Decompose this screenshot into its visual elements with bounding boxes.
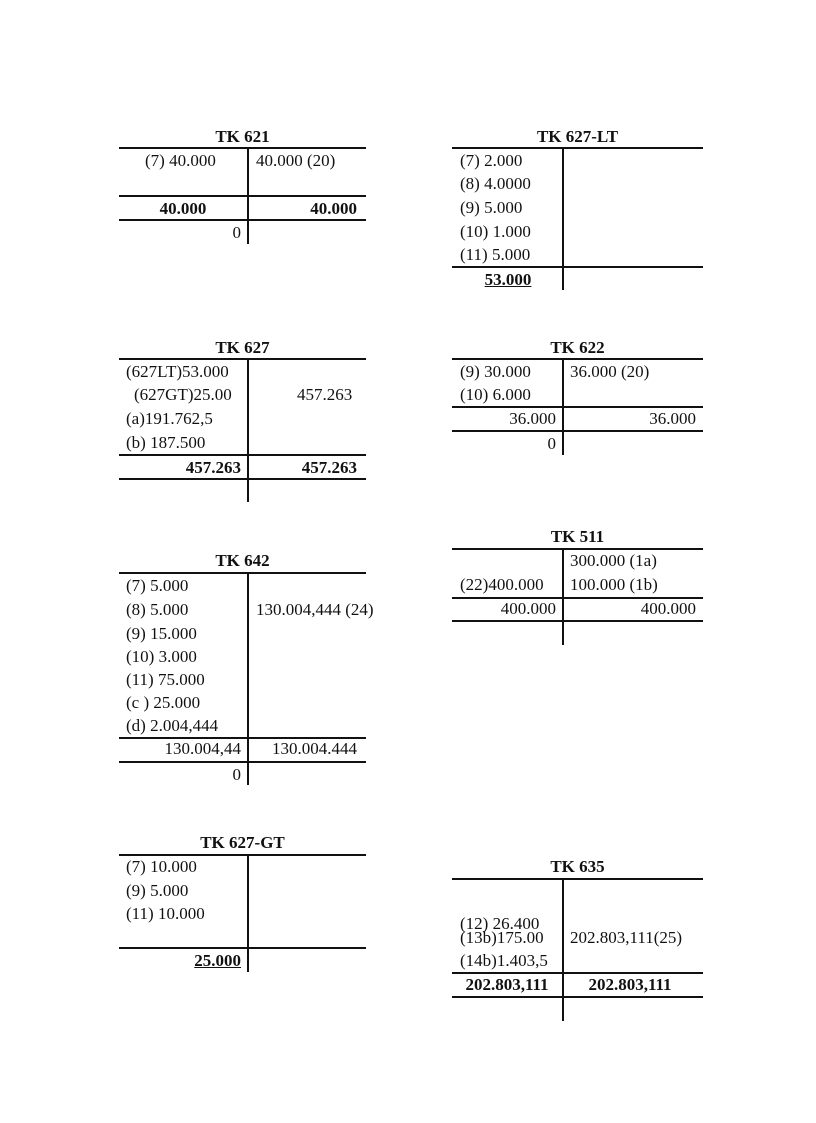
balance-line bbox=[119, 478, 366, 480]
debit-entry: (10) 1.000 bbox=[460, 222, 531, 241]
total-line bbox=[119, 947, 366, 949]
header-line bbox=[119, 358, 366, 360]
account-tk627 bbox=[119, 338, 366, 504]
account-tk622 bbox=[452, 338, 703, 458]
debit-entry: (7) 40.000 bbox=[145, 151, 216, 170]
debit-entry: (7) 5.000 bbox=[126, 576, 189, 595]
debit-entry: (8) 4.0000 bbox=[460, 174, 531, 193]
debit-entry: (11) 10.000 bbox=[126, 904, 205, 923]
header-line bbox=[119, 572, 366, 574]
total-line bbox=[119, 195, 366, 197]
divider-line bbox=[562, 879, 564, 1021]
credit-total: 40.000 bbox=[310, 199, 357, 218]
credit-total: 457.263 bbox=[301, 458, 357, 477]
debit-entry: (10) 3.000 bbox=[126, 647, 197, 666]
header-line bbox=[452, 358, 703, 360]
total-line bbox=[452, 406, 703, 408]
account-tk642 bbox=[119, 551, 399, 787]
account-tk627-lt bbox=[452, 127, 703, 293]
debit-entry: (10) 6.000 bbox=[460, 385, 531, 404]
debit-entry: (7) 10.000 bbox=[126, 857, 197, 876]
debit-entry: (9) 15.000 bbox=[126, 624, 197, 643]
divider-line bbox=[562, 148, 564, 290]
debit-balance: 0 bbox=[232, 223, 241, 242]
header-line bbox=[452, 548, 703, 550]
account-title: TK 627-GT bbox=[200, 833, 285, 852]
credit-entry: 36.000 (20) bbox=[570, 362, 650, 381]
balance-line bbox=[119, 219, 366, 221]
debit-total: 40.000 bbox=[159, 199, 207, 218]
debit-entry: (627LT)53.000 bbox=[126, 362, 229, 381]
debit-balance: 0 bbox=[232, 765, 241, 784]
debit-entry: (22)400.000 bbox=[460, 575, 544, 594]
header-line bbox=[452, 878, 703, 880]
account-tk511 bbox=[452, 527, 703, 647]
balance-line bbox=[452, 620, 703, 622]
credit-total: 36.000 bbox=[649, 409, 696, 428]
debit-entry: (12) 26.400 bbox=[460, 914, 540, 933]
account-tk621 bbox=[119, 127, 366, 247]
credit-entry: 40.000 (20) bbox=[256, 151, 336, 170]
debit-entry: (9) 5.000 bbox=[460, 198, 523, 217]
debit-entry: (9) 30.000 bbox=[460, 362, 531, 381]
account-title: TK 635 bbox=[550, 857, 605, 876]
debit-total: 457.263 bbox=[185, 458, 241, 477]
debit-entry: (14b)1.403,5 bbox=[460, 951, 548, 970]
debit-entry: (d) 2.004,444 bbox=[126, 716, 219, 735]
total-line bbox=[452, 266, 703, 268]
debit-total: 400.000 bbox=[500, 599, 556, 618]
header-line bbox=[119, 854, 366, 856]
debit-entry: (c ) 25.000 bbox=[126, 693, 201, 712]
divider-line bbox=[247, 359, 249, 502]
debit-balance: 0 bbox=[547, 434, 556, 453]
credit-entry: 100.000 (1b) bbox=[570, 575, 658, 594]
account-title: TK 511 bbox=[550, 527, 605, 546]
account-title: TK 627-LT bbox=[536, 127, 619, 146]
credit-total: 130.004.444 bbox=[272, 739, 357, 758]
credit-entry: 457.263 bbox=[297, 385, 353, 404]
balance-line bbox=[119, 761, 366, 763]
debit-total: 202.803,111 bbox=[465, 975, 549, 994]
debit-entry: (9) 5.000 bbox=[126, 881, 189, 900]
debit-total: 36.000 bbox=[509, 409, 556, 428]
credit-entry: 300.000 (1a) bbox=[570, 551, 657, 570]
account-tk627-gt bbox=[119, 833, 366, 975]
debit-entry: (a)191.762,5 bbox=[126, 409, 213, 428]
credit-total: 202.803,111 bbox=[588, 975, 672, 994]
debit-entry: (11) 75.000 bbox=[126, 670, 205, 689]
divider-line bbox=[247, 855, 249, 972]
credit-entry: 202.803,111(25) bbox=[570, 928, 683, 947]
account-title: TK 621 bbox=[215, 127, 270, 146]
debit-total: 53.000 bbox=[484, 270, 532, 289]
debit-total: 25.000 bbox=[194, 951, 241, 970]
total-line bbox=[119, 454, 366, 456]
debit-entry: (11) 5.000 bbox=[460, 245, 531, 264]
credit-total: 400.000 bbox=[640, 599, 696, 618]
header-line bbox=[119, 147, 366, 149]
debit-entry: (8) 5.000 bbox=[126, 600, 189, 619]
debit-entry: (13b)175.00 bbox=[460, 928, 544, 947]
debit-entry: (7) 2.000 bbox=[460, 151, 523, 170]
account-title: TK 642 bbox=[215, 551, 270, 570]
debit-entry: (627GT)25.00 bbox=[134, 385, 232, 404]
debit-total: 130.004,44 bbox=[164, 739, 241, 758]
account-tk635 bbox=[452, 857, 703, 1023]
balance-line bbox=[452, 996, 703, 998]
header-line bbox=[452, 147, 703, 149]
debit-entry: (b) 187.500 bbox=[126, 433, 206, 452]
account-title: TK 627 bbox=[215, 338, 270, 357]
credit-entry: 130.004,444 (24) bbox=[256, 600, 374, 619]
account-title: TK 622 bbox=[550, 338, 605, 357]
balance-line bbox=[452, 430, 703, 432]
total-line bbox=[452, 972, 703, 974]
